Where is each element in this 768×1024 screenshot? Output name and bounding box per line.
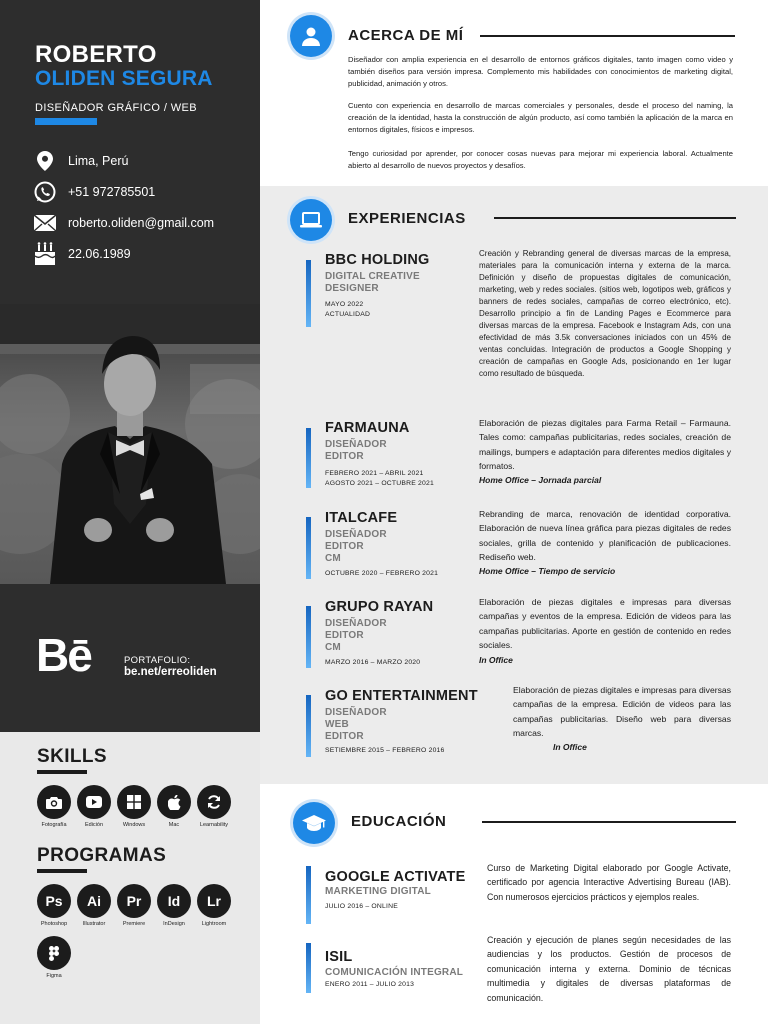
company-name: FARMAUNA [325, 420, 410, 436]
job-position: DIGITAL CREATIVE DESIGNER [325, 271, 420, 294]
job-dates: SETIEMBRE 2015 – FEBRERO 2016 [325, 747, 445, 754]
contact-email [34, 212, 214, 234]
behance-logo: Bē [36, 629, 91, 681]
about-paragraph-2: Cuento con experiencia en desarrollo de marcas comerciales y personales, desde el proceso del naming, la creación de la identidad, hasta la construcción de algún producto, así como también la aplicación de la marca en entornos digitales, físicos e impresos. [348, 101, 733, 134]
skills-underline [37, 770, 87, 774]
program-lightroom [194, 884, 234, 927]
job-dates: MAYO 2022 ACTUALIDAD [325, 301, 371, 318]
contact-location [34, 150, 128, 172]
job-position: DISEÑADOR EDITOR [325, 439, 387, 462]
experience-accent-bar [306, 428, 311, 488]
lightroom-icon: Lr [197, 884, 231, 918]
photoshop-icon: Ps [37, 884, 71, 918]
job-position: DISEÑADOR WEB EDITOR [325, 707, 387, 742]
experience-accent-bar [306, 260, 311, 327]
skill-windows [114, 785, 154, 828]
program-label: Illustrator [82, 921, 106, 927]
education-heading: EDUCACIÓN [351, 813, 447, 830]
job-dates: OCTUBRE 2020 – FEBRERO 2021 [325, 570, 439, 577]
experience-accent-bar [306, 695, 311, 757]
laptop-icon [290, 199, 332, 241]
experience-heading: EXPERIENCIAS [348, 210, 466, 227]
program-illustrator [74, 884, 114, 927]
work-mode: Home Office – Tiempo de servicio [479, 566, 616, 576]
about-paragraph-1: Diseñador con amplia experiencia en el desarrollo de entornos gráficos digitales, tanto imagen como video y también diseños para versión impresa. Complemento mis habilidades con conocimientos de marketing digital, publicidad, animación y otros. [348, 55, 733, 88]
programs-underline [37, 869, 87, 873]
email-text: roberto.oliden@gmail.com [68, 216, 215, 230]
refresh-icon [197, 785, 231, 819]
education-description: Creación y ejecución de planes según necesidades de las audiencias y los productos. Gestión de procesos de comunicación interna y externa. Dominio de técnicas multimedia y digitales de diversas plataformas de comunicación. [487, 935, 731, 1003]
program-photoshop [34, 884, 74, 927]
skill-label: Mac [168, 822, 180, 828]
work-mode: Home Office – Jornada parcial [479, 475, 602, 485]
phone-text: +51 972785501 [68, 185, 156, 199]
work-mode: In Office [479, 655, 513, 665]
program-figma [34, 936, 74, 979]
figma-icon [37, 936, 71, 970]
envelope-icon [34, 212, 56, 234]
birthday-cake-icon [34, 243, 56, 265]
location-text: Lima, Perú [68, 154, 129, 168]
location-pin-icon [34, 150, 56, 172]
job-title: DISEÑADOR GRÁFICO / WEB [35, 102, 197, 114]
skill-photography [34, 785, 74, 828]
skill-label: Learnability [199, 822, 229, 828]
program-label: Figma [46, 973, 62, 979]
portfolio-label: PORTAFOLIO: [124, 655, 191, 666]
company-name: BBC HOLDING [325, 252, 430, 268]
user-icon [290, 15, 332, 57]
experience-accent-bar [306, 517, 311, 579]
job-description: Creación y Rebranding general de diversas marcas de la empresa, materiales para la comunicación interna y externa de la marca. Definición y diseño de propuestas digitales de comunicación, marketing, web y redes sociales. (sitios web, logotipos web, gráficos y banners de redes sociales, campañas de correo electrónico, etc). Desarrollo principio a fin de Landing Pages e Ecommerce para diversas marcas de la empresa. Facebook e Instagram Ads, con una efectividad de más 3.5k conversaciones iniciados con un 45% de ventas concluidas. Integración de productos a Google Shopping y creación de campañas en Google Ads, posicionando en 1er lugar como resultado de búsqueda. [479, 249, 731, 378]
institution-name: GOOGLE ACTIVATE [325, 869, 466, 885]
first-name: ROBERTO [35, 41, 157, 68]
education-program: MARKETING DIGITAL [325, 886, 431, 897]
graduation-cap-icon [293, 802, 335, 844]
birthday-text: 22.06.1989 [68, 247, 131, 261]
program-label: InDesign [163, 921, 185, 927]
company-name: GO ENTERTAINMENT [325, 688, 478, 704]
job-description: Elaboración de piezas digitales para Farma Retail – Farmauna. Tales como: campañas publicitarias, redes sociales, creación de mailings, bumpers e adaptación para diferentes medios digitales y formatos. [479, 418, 731, 472]
skills-heading: SKILLS [37, 746, 107, 767]
about-paragraph-3: Tengo curiosidad por aprender, por conocer cosas nuevas para mejorar mi experiencia laboral. Actualmente abierto al desarrollo de nuevos proyectos y desafíos. [348, 149, 733, 170]
education-program: COMUNICACIÓN INTEGRAL [325, 967, 464, 978]
job-description: Elaboración de piezas digitales e impresas para diversas campañas y eventos de la empresa. Edición de videos para las campañas publicitarias. Aporte en gestión de contenido en redes sociales. [479, 597, 731, 651]
job-position: DISEÑADOR EDITOR CM [325, 529, 387, 564]
program-indesign [154, 884, 194, 927]
skill-label: Windows [122, 822, 146, 828]
job-description: Rebranding de marca, renovación de identidad corporativa. Elaboración de nueva línea gráfica para piezas digitales de redes sociales, grilla de contenido y planificación de publicaciones. Rediseño web. [479, 509, 731, 563]
company-name: GRUPO RAYAN [325, 599, 434, 615]
experience-divider [494, 217, 736, 219]
company-name: ITALCAFE [325, 510, 398, 526]
portfolio-link[interactable]: be.net/erreoliden [124, 666, 217, 678]
skill-label: Fotografía [41, 822, 67, 828]
contact-birthday [34, 243, 131, 265]
contact-phone [34, 181, 155, 203]
skill-label: Edición [84, 822, 104, 828]
education-divider [482, 821, 736, 823]
skill-mac [154, 785, 194, 828]
program-label: Photoshop [40, 921, 68, 927]
whatsapp-icon [34, 181, 56, 203]
indesign-icon: Id [157, 884, 191, 918]
job-position: DISEÑADOR EDITOR CM [325, 618, 387, 653]
skill-editing [74, 785, 114, 828]
about-heading: ACERCA DE MÍ [348, 27, 464, 44]
education-description: Curso de Marketing Digital elaborado por Google Activate, certificado por agencia Interactive Advertising Bureau (IAB). Con numerosos ejercicios prácticos y ejemplos reales. [487, 863, 731, 902]
premiere-icon: Pr [117, 884, 151, 918]
education-accent-bar [306, 866, 311, 924]
work-mode: In Office [553, 742, 587, 752]
about-divider [480, 35, 735, 37]
skills-panel [0, 732, 260, 1024]
job-description: Elaboración de piezas digitales e impresas para diversas campañas de la empresa. Edición de videos para las campañas publicitarias. Diseño web para diversas marcas. [513, 685, 731, 739]
experience-accent-bar [306, 606, 311, 668]
institution-name: ISIL [325, 949, 353, 965]
last-name: OLIDEN SEGURA [35, 67, 213, 90]
camera-icon [37, 785, 71, 819]
programs-heading: PROGRAMAS [37, 845, 167, 866]
education-dates: ENERO 2011 – JULIO 2013 [325, 981, 415, 988]
program-premiere [114, 884, 154, 927]
title-accent-bar [35, 118, 97, 125]
skill-learnability [194, 785, 234, 828]
play-icon [77, 785, 111, 819]
job-dates: FEBRERO 2021 – ABRIL 2021 AGOSTO 2021 – OCTUBRE 2021 [325, 470, 434, 487]
profile-photo [0, 304, 260, 584]
education-accent-bar [306, 943, 311, 993]
illustrator-icon: Ai [77, 884, 111, 918]
windows-icon [117, 785, 151, 819]
education-dates: JULIO 2016 – ONLINE [325, 903, 398, 910]
program-label: Premiere [122, 921, 146, 927]
job-dates: MARZO 2016 – MARZO 2020 [325, 659, 421, 666]
program-label: Lightroom [201, 921, 227, 927]
apple-icon [157, 785, 191, 819]
